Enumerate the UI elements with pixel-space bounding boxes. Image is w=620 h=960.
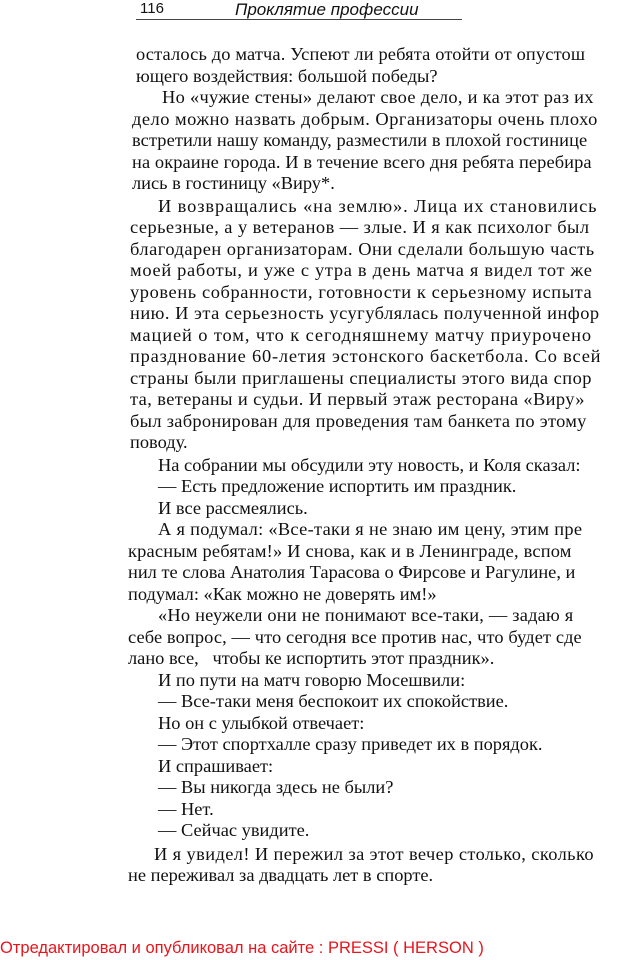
text-line: серьезные, а у ветеранов — злые. И я как психолог был: [130, 217, 590, 237]
running-title: Проклятие профессии: [235, 0, 419, 19]
text-line: был забронирован для проведения там банкета по этому: [130, 410, 587, 431]
text-line: А я подумал: «Все-таки я не знаю им цену, этим пре: [158, 519, 583, 539]
text-line: дело можно назвать добрым. Организаторы очень плохо: [132, 108, 598, 129]
text-line: И по пути на матч говорю Мосешвили:: [158, 669, 466, 690]
text-line: лись в гостиницу «Виру*.: [132, 173, 335, 193]
body-text: [128, 44, 620, 885]
text-line: нию. И эта серьезность усугублялась полученной инфор: [130, 303, 600, 323]
text-line: моей работы, и уже с утра в день матча я видел тот же: [130, 260, 593, 280]
text-line: На собрании мы обсудили эту новость, и Коля сказал:: [158, 454, 581, 475]
text-line: И спрашивает:: [158, 755, 274, 776]
page-number: 116: [140, 0, 164, 17]
text-line: страны были приглашены специалисты этого вида спор: [130, 367, 593, 388]
text-line: подумал: «Как можно не доверять им!»: [128, 583, 437, 604]
text-line: — Есть предложение испортить им праздник.: [158, 476, 517, 496]
text-line: — Этот спортхалле сразу приведет их в порядок.: [158, 734, 543, 754]
text-line: благодарен организаторам. Они сделали большую часть: [130, 238, 595, 259]
text-line: Но «чужие стены» делают свое дело, и ка этот раз их: [162, 87, 594, 107]
text-line: И возвращались «на землю». Лица их становились: [158, 195, 598, 216]
text-line: мацией о том, что к сегодняшнему матчу приурочено: [130, 324, 592, 345]
text-line: И я увидел! И пережил за этот вечер столько, сколько: [154, 843, 594, 864]
text-line: уровень собранности, готовности к серьезному испыта: [130, 281, 593, 302]
text-line: — Сейчас увидите.: [158, 820, 310, 840]
text-line: себе вопрос, — что сегодня все против нас, что будет сде: [128, 626, 582, 647]
text-line: не переживал за двадцать лет в спорте.: [128, 865, 434, 885]
text-line: — Нет.: [158, 798, 214, 819]
text-line: ющего воздействия: большой победы?: [136, 65, 438, 86]
text-line: на окраине города. И в течение всего дня ребята перебира: [132, 151, 592, 172]
text-line: празднование 60-летия эстонского баскетбола. Со всей: [130, 346, 602, 366]
text-line: «Но неужели они не понимают все-таки, — задаю я: [158, 605, 574, 625]
text-line: красным ребятам!» И снова, как и в Ленинграде, вспом: [128, 540, 572, 561]
text-line: осталось до матча. Успеют ли ребята отойти от опустош: [136, 44, 586, 64]
text-line: та, ветераны и судьи. И первый этаж ресторана «Виру»: [130, 389, 585, 409]
text-line: — Все-таки меня беспокоит их спокойствие.: [158, 691, 509, 711]
text-line: Но он с улыбкой отвечает:: [158, 712, 365, 733]
header-rule: [136, 19, 462, 20]
text-line: поводу.: [130, 432, 188, 452]
text-line: лано все, чтобы ке испортить этот праздник».: [128, 648, 495, 668]
site-watermark-footer: Отредактировал и опубликовал на сайте : PRESSI ( HERSON ): [0, 939, 484, 957]
text-line: — Вы никогда здесь не были?: [158, 777, 394, 797]
text-line: И все рассмеялись.: [158, 497, 308, 518]
text-line: встретили нашу команду, разместили в плохой гостинице: [132, 130, 588, 150]
text-line: нил те слова Анатолия Тарасова о Фирсове и Рагулине, и: [128, 562, 576, 582]
